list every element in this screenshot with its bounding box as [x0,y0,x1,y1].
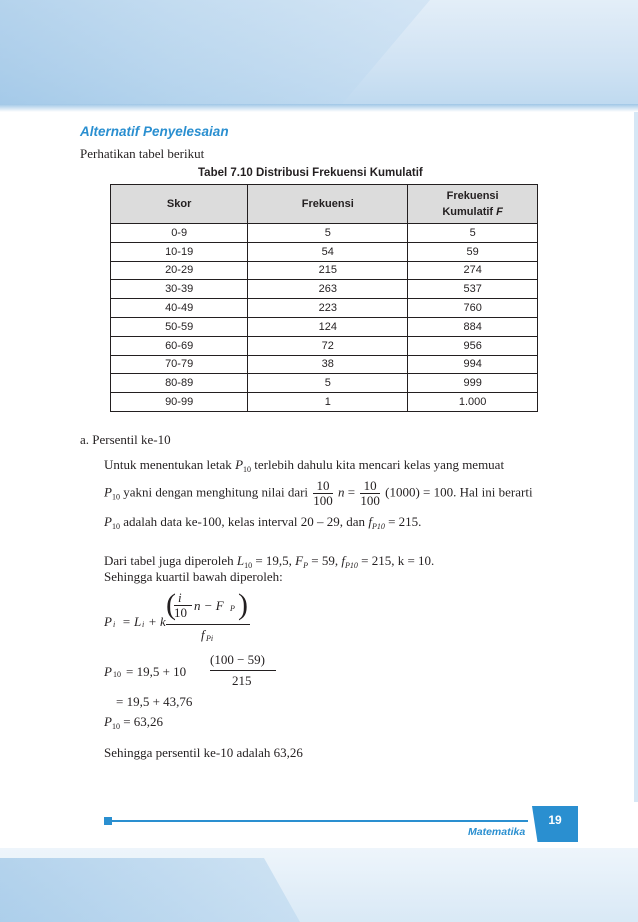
eq-tail: (1000) = 100 [385,484,454,500]
formula-denom-f: f [201,627,205,642]
formula-step: = 19,5 + 43,76 [116,694,193,709]
cell-frekuensi: 1 [248,393,408,412]
paragraph-4 [104,553,434,570]
fraction-2-num: 10 [360,479,380,494]
conclusion: Sehingga persentil ke-10 adalah 63,26 [104,745,303,760]
footer-rule [108,820,528,822]
header-skor: Skor [111,185,248,224]
p3-value: = 215. [388,514,422,529]
formula-result [104,714,163,731]
p2-text-b: . Hal ini berarti [453,484,533,500]
cell-frekuensi: 215 [248,261,408,280]
page-number: 19 [548,813,562,827]
p3-sym-p: P [104,514,112,529]
result-value: = 63,26 [123,714,164,729]
cell-skor: 0-9 [111,224,248,243]
sub-lhs-p: P [104,664,112,679]
formula-paren-close: ) [238,588,248,621]
formula-eq-l: = L [122,614,142,629]
footer-band-shape [0,858,300,922]
formula-main-bar [166,624,250,625]
cell-frekuensi: 124 [248,317,408,336]
fraction-1-den: 100 [313,493,333,508]
header-banner-edge [0,104,638,112]
cell-skor: 10-19 [111,242,248,261]
paragraph-2: $P_{10}$ yakni dengan menghitung nilai dari $\frac{10}{100}$ n = $\frac{10}{100}$ (1000) = 100. Hal ini berarti [104,478,533,508]
cell-frekuensi: 263 [248,280,408,299]
p1-sub-10: 10 [243,465,252,474]
fraction-2-den: 100 [360,493,380,508]
p3-sub-10: 10 [111,522,120,531]
cell-kumulatif: 59 [408,242,538,261]
cell-kumulatif: 884 [408,317,538,336]
p4-sym-f-small: f [341,553,345,568]
cell-frekuensi: 72 [248,336,408,355]
cell-frekuensi: 54 [248,242,408,261]
table-row [111,374,538,393]
cell-skor: 80-89 [111,374,248,393]
p4-sym-f: F [295,553,304,568]
p4-sub-10: 10 [244,561,253,570]
sub-num: (100 − 59) [210,652,265,667]
paragraph-5: Sehingga kuartil bawah diperoleh: [104,569,283,584]
p4-sym-l: L [236,553,245,568]
p1-text-b: terlebih dahulu kita mencari kelas yang memuat [254,457,505,472]
footer-subject: Matematika [468,826,526,838]
table-header-row [111,185,538,224]
cell-frekuensi: 5 [248,224,408,243]
paragraph-3 [104,514,421,531]
table-row [111,261,538,280]
p1-text-a: Untuk menentukan letak [104,457,232,472]
p2-sym-p: P [104,484,112,500]
sub-den: 215 [232,673,252,688]
p3-text: adalah data ke-100, kelas interval 20 – 29, dan [123,514,366,529]
intro-text: Perhatikan tabel berikut [80,146,205,161]
formula-lhs-sub: i [113,620,116,629]
cell-kumulatif: 999 [408,374,538,393]
table-row [111,224,538,243]
fraction-2 [360,479,380,508]
cell-kumulatif: 274 [408,261,538,280]
table-row [111,280,538,299]
header-kum-line2: Kumulatif [442,206,494,218]
cell-skor: 20-29 [111,261,248,280]
cell-skor: 50-59 [111,317,248,336]
result-p: P [104,714,112,729]
cell-frekuensi: 223 [248,299,408,318]
sub-bar [210,670,276,671]
cell-skor: 30-39 [111,280,248,299]
p3-sym-f: f [368,514,372,529]
p2-sub-10: 10 [111,492,120,502]
table-caption: Tabel 7.10 Distribusi Frekuensi Kumulatif [198,167,423,179]
p3-sub-p10: P10 [371,522,385,531]
table-row [111,317,538,336]
cell-kumulatif: 537 [408,280,538,299]
fraction-1-num: 10 [313,479,333,494]
formula-f-sub: P [230,604,235,613]
table-row [111,393,538,412]
section-a-label: a. Persentil ke-10 [80,432,171,447]
header-kum-line1: Frekuensi [446,190,499,202]
cell-kumulatif: 760 [408,299,538,318]
result-sub: 10 [111,722,120,731]
p2-text-a: yakni dengan menghitung nilai dari [123,484,309,500]
page-side-strip [634,112,638,802]
frequency-table [110,184,538,412]
formula-l-sub: i [142,620,145,629]
formula-i: i [178,590,182,605]
cell-kumulatif: 5 [408,224,538,243]
cell-frekuensi: 5 [248,374,408,393]
header-kum-symbol: F [496,206,503,218]
sym-n: n [338,484,345,500]
table-row [111,299,538,318]
cell-kumulatif: 994 [408,355,538,374]
formula-n-minus-f: n − F [194,598,224,613]
sub-rhs: = 19,5 + 10 [126,664,187,679]
formula-denom-sub: Pi [206,634,214,643]
formula-10: 10 [174,605,187,620]
p4-text-b: = 19,5, [255,553,292,568]
paragraph-1 [104,457,504,474]
p4-sub-p: P [303,561,309,570]
formula-plus-k: + k [148,614,166,629]
cell-skor: 90-99 [111,393,248,412]
formula-paren-open: ( [166,588,176,621]
header-frekuensi-kumulatif [408,185,538,224]
p1-sym-p: P [235,457,244,472]
table-body [111,224,538,412]
p4-text-a: Dari tabel juga diperoleh [104,553,234,568]
sub-lhs-sub: 10 [113,670,121,679]
table-row [111,355,538,374]
cell-kumulatif: 956 [408,336,538,355]
cell-skor: 70-79 [111,355,248,374]
cell-kumulatif: 1.000 [408,393,538,412]
table-row [111,336,538,355]
table-row [111,242,538,261]
p4-text-c: = 59, [311,553,339,568]
section-heading: Alternatif Penyelesaian [80,124,229,139]
fraction-1 [313,479,333,508]
cell-skor: 40-49 [111,299,248,318]
header-frekuensi: Frekuensi [248,185,408,224]
formula-lhs-p: P [104,614,112,629]
cell-skor: 60-69 [111,336,248,355]
cell-frekuensi: 38 [248,355,408,374]
p4-sub-p10: P10 [344,561,358,570]
p4-text-d: = 215, k = 10. [361,553,435,568]
